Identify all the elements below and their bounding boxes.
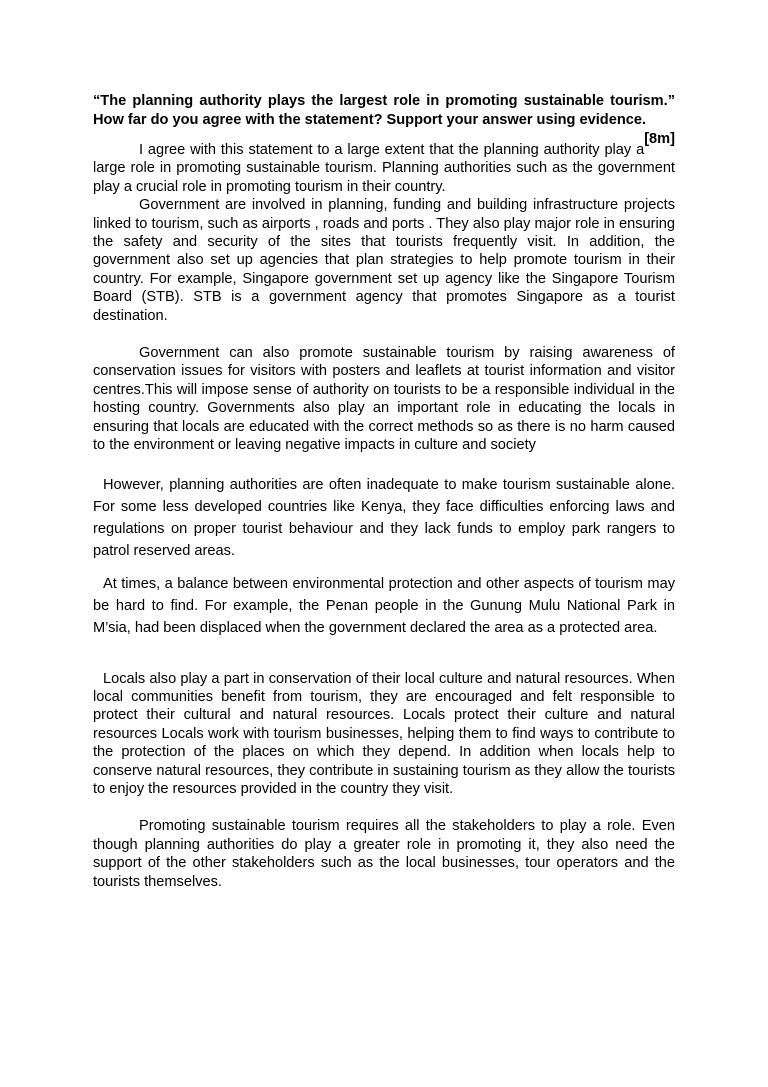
document-page [93, 92, 675, 891]
paragraph-6: Locals also play a part in conservation of their local culture and natural resources. When local communities benefit from tourism, they are encouraged and felt responsible to protect their cultural and natural resources. Locals protect their culture and natural resources Locals work with tourism businesses, helping them to find ways to contribute to the protection of the places on which they depend. In addition when locals help to conserve natural resources, they contribute in sustaining tourism as they allow the tourists to enjoy the resources provided in the country they visit. [93, 670, 675, 797]
paragraph-2: Government are involved in planning, funding and building infrastructure projects linked to tourism, such as airports , roads and ports . They also play major role in ensuring the safety and security of the sites that tourists frequently visit. In addition, the government also set up agencies that plan strategies to help promote tourism in their country. For example, Singapore government set up agency like the Singapore Tourism Board (STB). STB is a government agency that promotes Singapore as a tourist destination. [93, 197, 675, 324]
paragraph-4: However, planning authorities are often inadequate to make tourism sustainable alone. For some less developed countries like Kenya, they face difficulties enforcing laws and regulations on proper tourist behaviour and they lack funds to employ park rangers to patrol reserved areas. [93, 476, 675, 559]
question-text: “The planning authority plays the largest role in promoting sustainable tourism.” How far do you agree with the statement? Support your answer using evidence. [93, 93, 675, 128]
essay-question [93, 92, 675, 147]
paragraph-3: Government can also promote sustainable tourism by raising awareness of conservation issues for visitors with posters and leaflets at tourist information and visitor centres.This will impose sense of authority on tourists to be a responsible individual in the hosting country. Governments also play an important role in educating the locals in ensuring that locals are educated with the correct methods so as there is no harm caused to the environment or leaving negative impacts in culture and society [93, 345, 675, 454]
marks-label: [8m] [644, 131, 675, 147]
paragraph-1: I agree with this statement to a large extent that the planning authority play a large role in promoting sustainable tourism. Planning authorities such as the government play a crucial role in promoting tourism in their country. [93, 142, 675, 195]
paragraph-5: At times, a balance between environmental protection and other aspects of tourism may be hard to find. For example, the Penan people in the Gunung Mulu National Park in M’sia, had been displaced when the government declared the area as a protected area. [93, 575, 675, 636]
paragraph-7: Promoting sustainable tourism requires all the stakeholders to play a role. Even though planning authorities do play a greater role in promoting it, they also need the support of the other stakeholders such as the local businesses, tour operators and the tourists themselves. [93, 818, 675, 890]
